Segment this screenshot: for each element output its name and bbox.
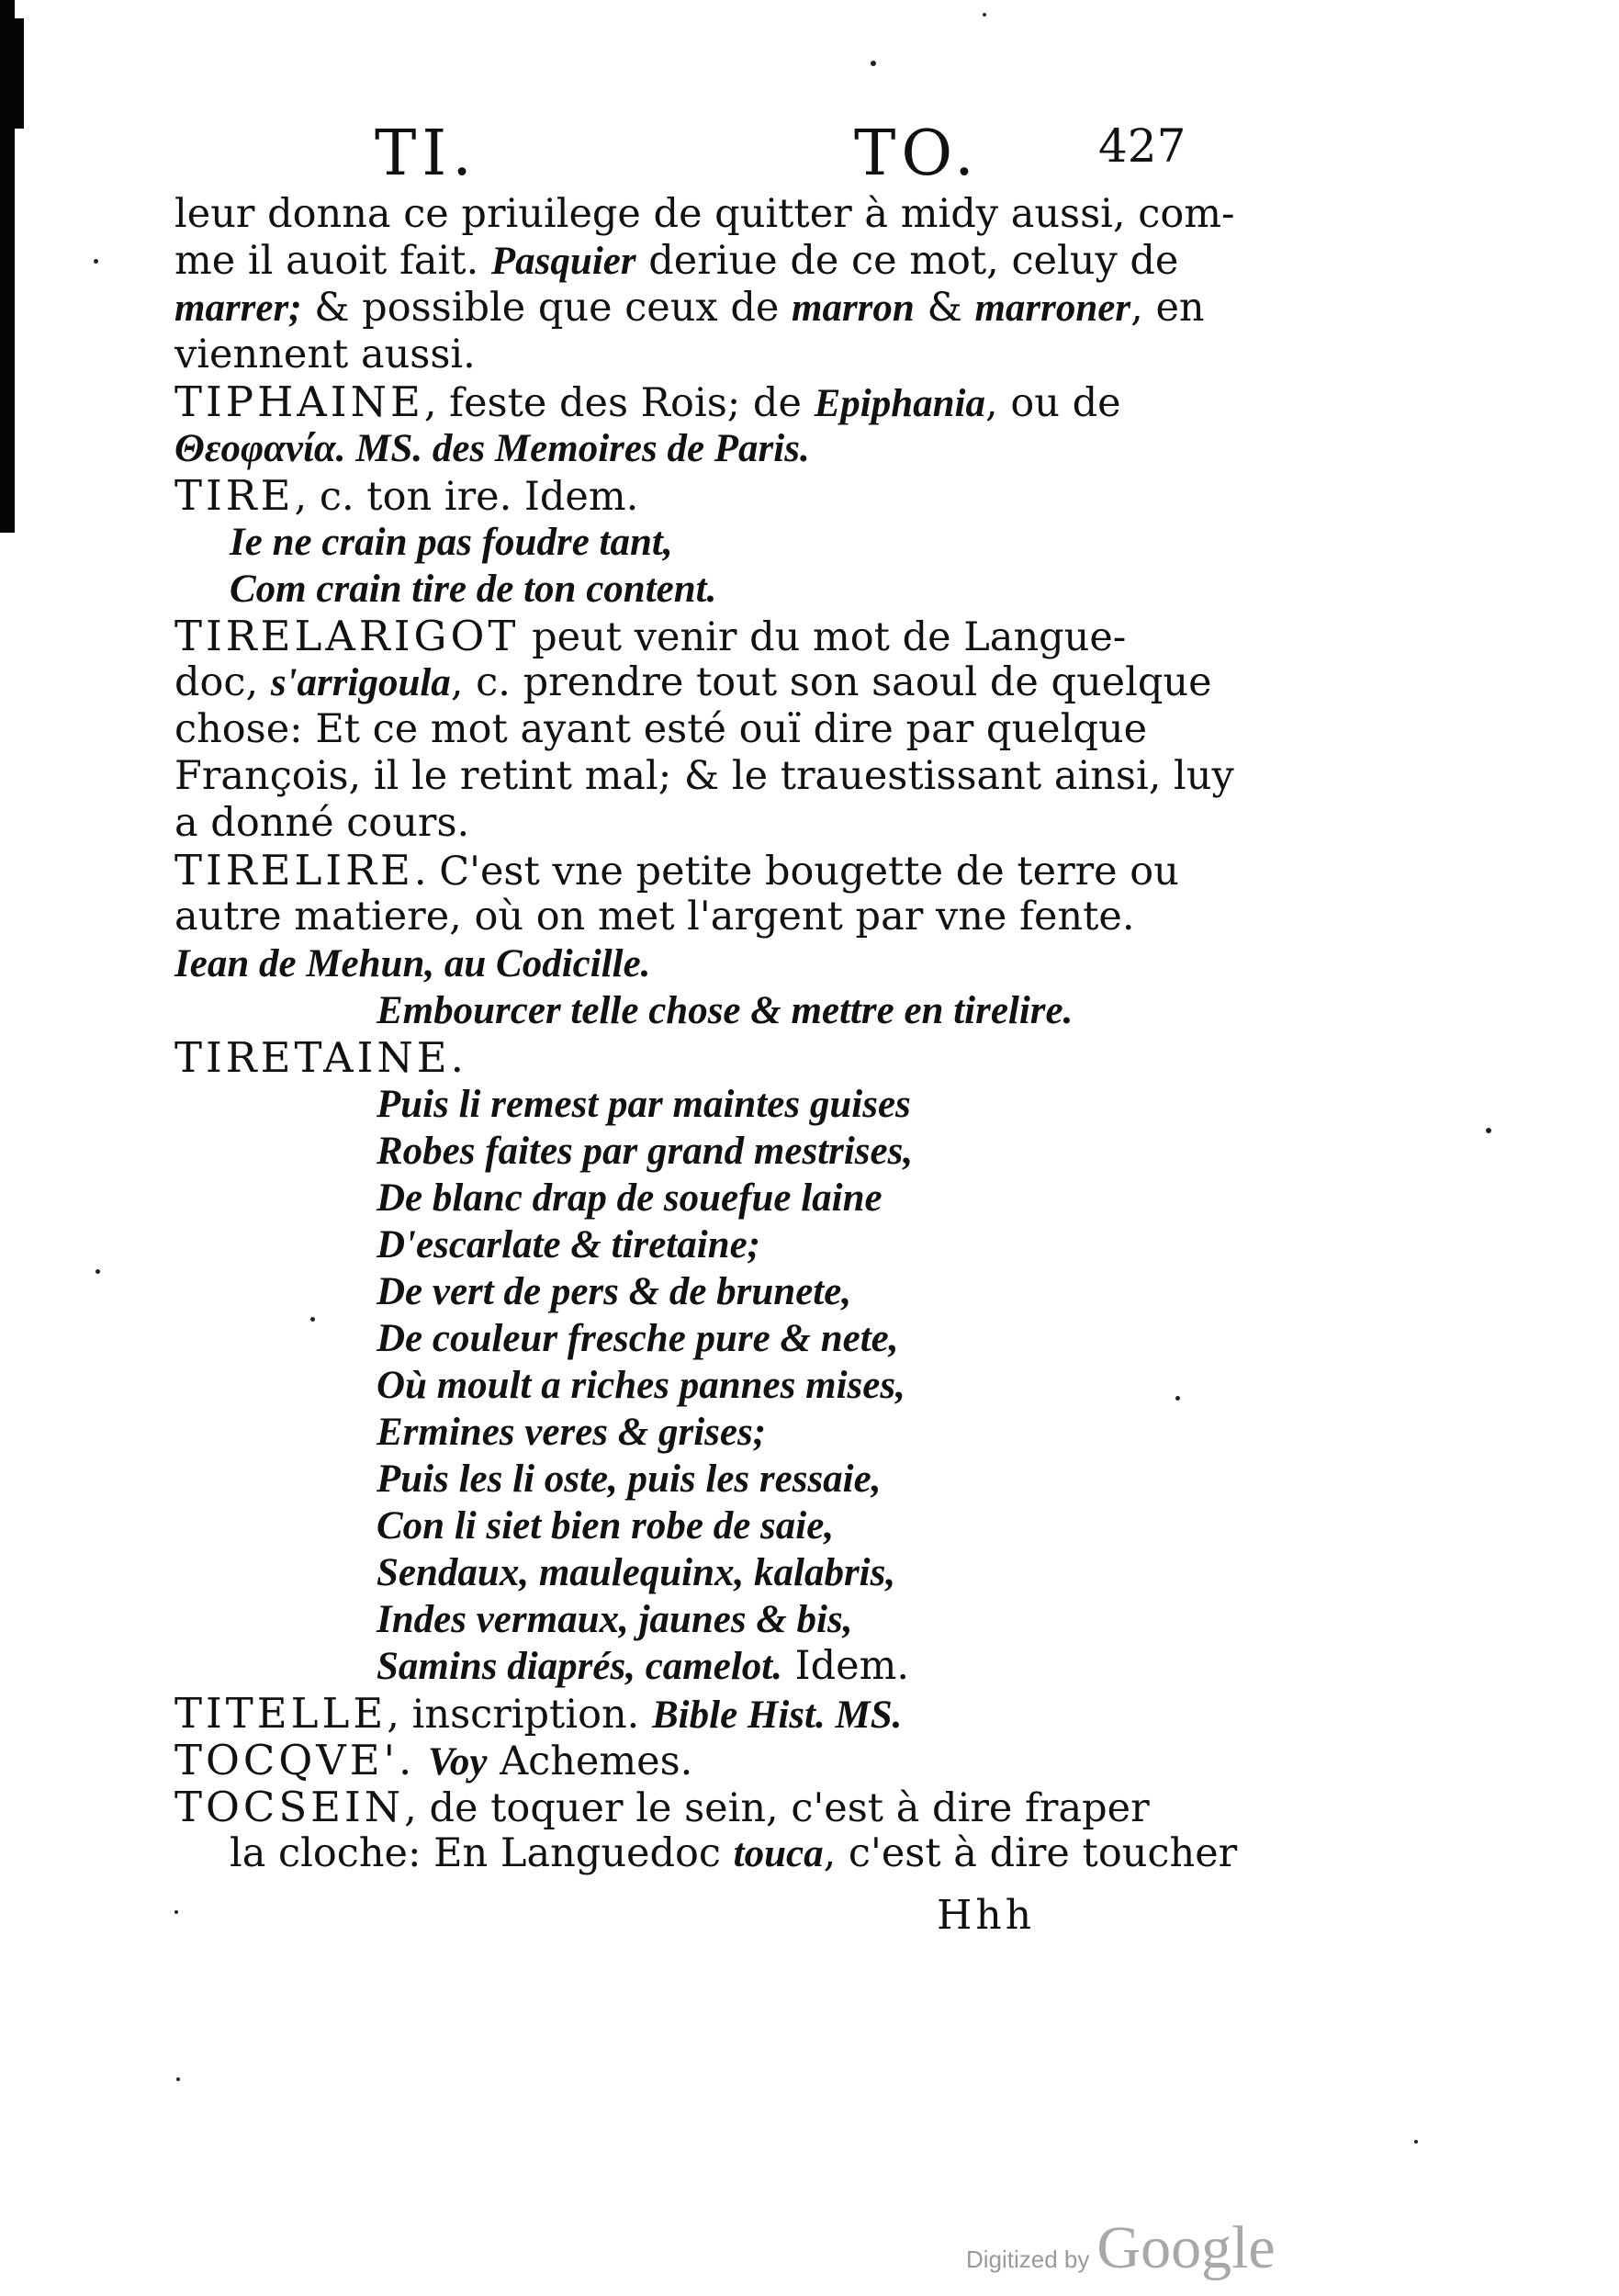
text-line [174,706,1221,753]
text-line [174,519,1221,566]
text-line [174,847,1221,894]
italic-citation: touca [733,1832,824,1875]
text-line [174,1315,1221,1362]
italic-citation: Embourcer telle chose & mettre en tirelire. [377,989,1074,1032]
italic-citation: marroner [974,287,1131,330]
headword: TIRETAINE. [174,1033,467,1082]
scan-speck [96,1269,100,1274]
text-segment: , inscription. [387,1692,652,1738]
text-line [174,940,1221,987]
italic-citation: De blanc drap de souefue laine [377,1176,883,1220]
digitized-by-google-watermark [966,2213,1276,2283]
italic-citation: MS. des Memoires de Paris. [355,427,810,470]
italic-citation: De couleur fresche pure & nete, [377,1317,899,1360]
text-segment: doc, [174,659,271,705]
text-line [174,1081,1221,1128]
text-line [174,894,1221,940]
italic-citation: Samins diaprés, camelot. [377,1645,782,1688]
italic-citation: Iean de Mehun, au Codicille. [174,942,651,985]
running-head-right: TO. [854,118,980,190]
text-line [174,378,1221,425]
text-line [174,1362,1221,1409]
scan-speck [983,13,986,17]
italic-citation: Puis les li oste, puis les ressaie, [377,1458,882,1501]
text-segment: Idem. [781,1643,910,1689]
text-segment: , en [1130,285,1205,331]
text-line [174,659,1221,706]
scan-speck [1175,1396,1180,1401]
text-line [174,1737,1221,1784]
text-segment: , feste des Rois; de [423,380,815,426]
scan-speck [871,61,876,66]
text-line [174,1549,1221,1596]
text-segment: a donné cours. [174,800,470,846]
text-line [174,1596,1221,1643]
text-line [174,1784,1221,1830]
italic-citation: Ermines veres & grises; [377,1411,767,1454]
headword: TIPHAINE [174,377,424,426]
text-line [174,1503,1221,1549]
dictionary-text [174,191,1238,1877]
text-line [174,332,1221,378]
scan-speck [310,1317,315,1322]
text-line [174,1690,1221,1737]
italic-citation: Sendaux, maulequinx, kalabris, [377,1551,896,1594]
text-line [174,191,1235,238]
text-line [174,800,1221,847]
text-segment: deriue de ce mot, celuy de [635,238,1179,284]
text-segment: autre matiere, où on met l'argent par vne fente. [174,894,1135,940]
running-head-left: TI. [375,118,478,190]
text-segment: , ou de [984,380,1121,426]
text-segment: & possible que ceux de [301,285,792,331]
text-line [174,1456,1221,1503]
text-segment: , c'est à dire toucher [823,1830,1238,1876]
text-segment: & [914,285,975,331]
italic-citation: Ie ne crain pas foudre tant, [230,521,673,564]
scan-speck [174,1910,178,1914]
italic-citation: Voy [427,1740,488,1784]
italic-citation: Com crain tire de ton content. [230,568,717,611]
text-segment: , de toquer le sein, c'est à dire fraper [404,1785,1150,1831]
text-line [174,753,1234,800]
text-line [174,613,1221,659]
text-line [174,1175,1221,1221]
italic-citation: Epiphania [814,382,985,425]
italic-citation: Indes vermaux, jaunes & bis, [377,1598,853,1641]
italic-citation: s'arrigoula [270,661,451,704]
headword: TIRELARIGOT [174,612,520,660]
italic-citation: marrer; [174,287,302,330]
italic-citation: De vert de pers & de brunete, [377,1270,852,1313]
scan-speck [1486,1128,1491,1133]
text-line [174,1221,1221,1268]
italic-citation: Pasquier [490,240,636,283]
text-line [174,1643,1221,1690]
headword: TOCSEIN [174,1783,405,1831]
italic-citation: marron [792,287,915,330]
text-line [174,425,1221,472]
text-line [174,238,1221,285]
text-segment: Achemes. [487,1739,693,1784]
italic-citation: Où moult a riches pannes mises, [377,1364,905,1407]
text-line [174,1830,1238,1877]
text-segment: . C'est vne petite bougette de terre ou [413,849,1179,895]
signature-mark: Hhh [937,1892,1036,1939]
scan-speck [94,259,98,264]
text-segment: , c. ton ire. Idem. [294,474,639,520]
text-line [174,1034,1221,1081]
text-segment: me il auoit fait. [174,238,491,284]
digitized-by-label: Digitized by [966,2245,1090,2273]
headword: TOCQVE'. [174,1736,416,1784]
text-segment: viennent aussi. [174,332,476,377]
text-segment: chose: Et ce mot ayant esté ouï dire par quelque [174,706,1148,752]
italic-citation: Bible Hist. MS. [652,1694,903,1737]
italic-citation: Robes faites par grand mestrises, [377,1130,914,1173]
binding-shadow [0,0,15,533]
text-segment [415,1739,428,1784]
text-line [174,1268,1221,1315]
headword: TIRELIRE [174,846,414,895]
headword: TIRE [174,471,295,520]
text-line [174,1409,1221,1456]
text-segment: la cloche: En Languedoc [230,1830,734,1876]
italic-citation: D'escarlate & tiretaine; [377,1223,760,1266]
italic-citation: Θεοφανία. [174,427,356,470]
text-line [174,566,1221,613]
text-line [174,472,1221,519]
text-segment: leur donna ce priuilege de quitter à midy aussi, com- [174,191,1235,237]
page-number: 427 [1098,119,1186,173]
google-logo: Google [1096,2214,1276,2281]
scan-speck [1414,2140,1418,2144]
text-line [174,285,1221,332]
text-line [174,987,1221,1034]
italic-citation: Con li siet bien robe de saie, [377,1504,835,1548]
text-segment: peut venir du mot de Langue- [519,614,1127,660]
text-segment: , c. prendre tout son saoul de quelque [450,659,1212,705]
headword: TITELLE [174,1689,388,1738]
text-segment: François, il le retint mal; & le trauestissant ainsi, luy [174,753,1234,799]
scan-speck [176,2077,180,2081]
italic-citation: Puis li remest par maintes guises [377,1083,911,1126]
text-line [174,1128,1221,1175]
binding-shadow-notch [15,18,24,129]
